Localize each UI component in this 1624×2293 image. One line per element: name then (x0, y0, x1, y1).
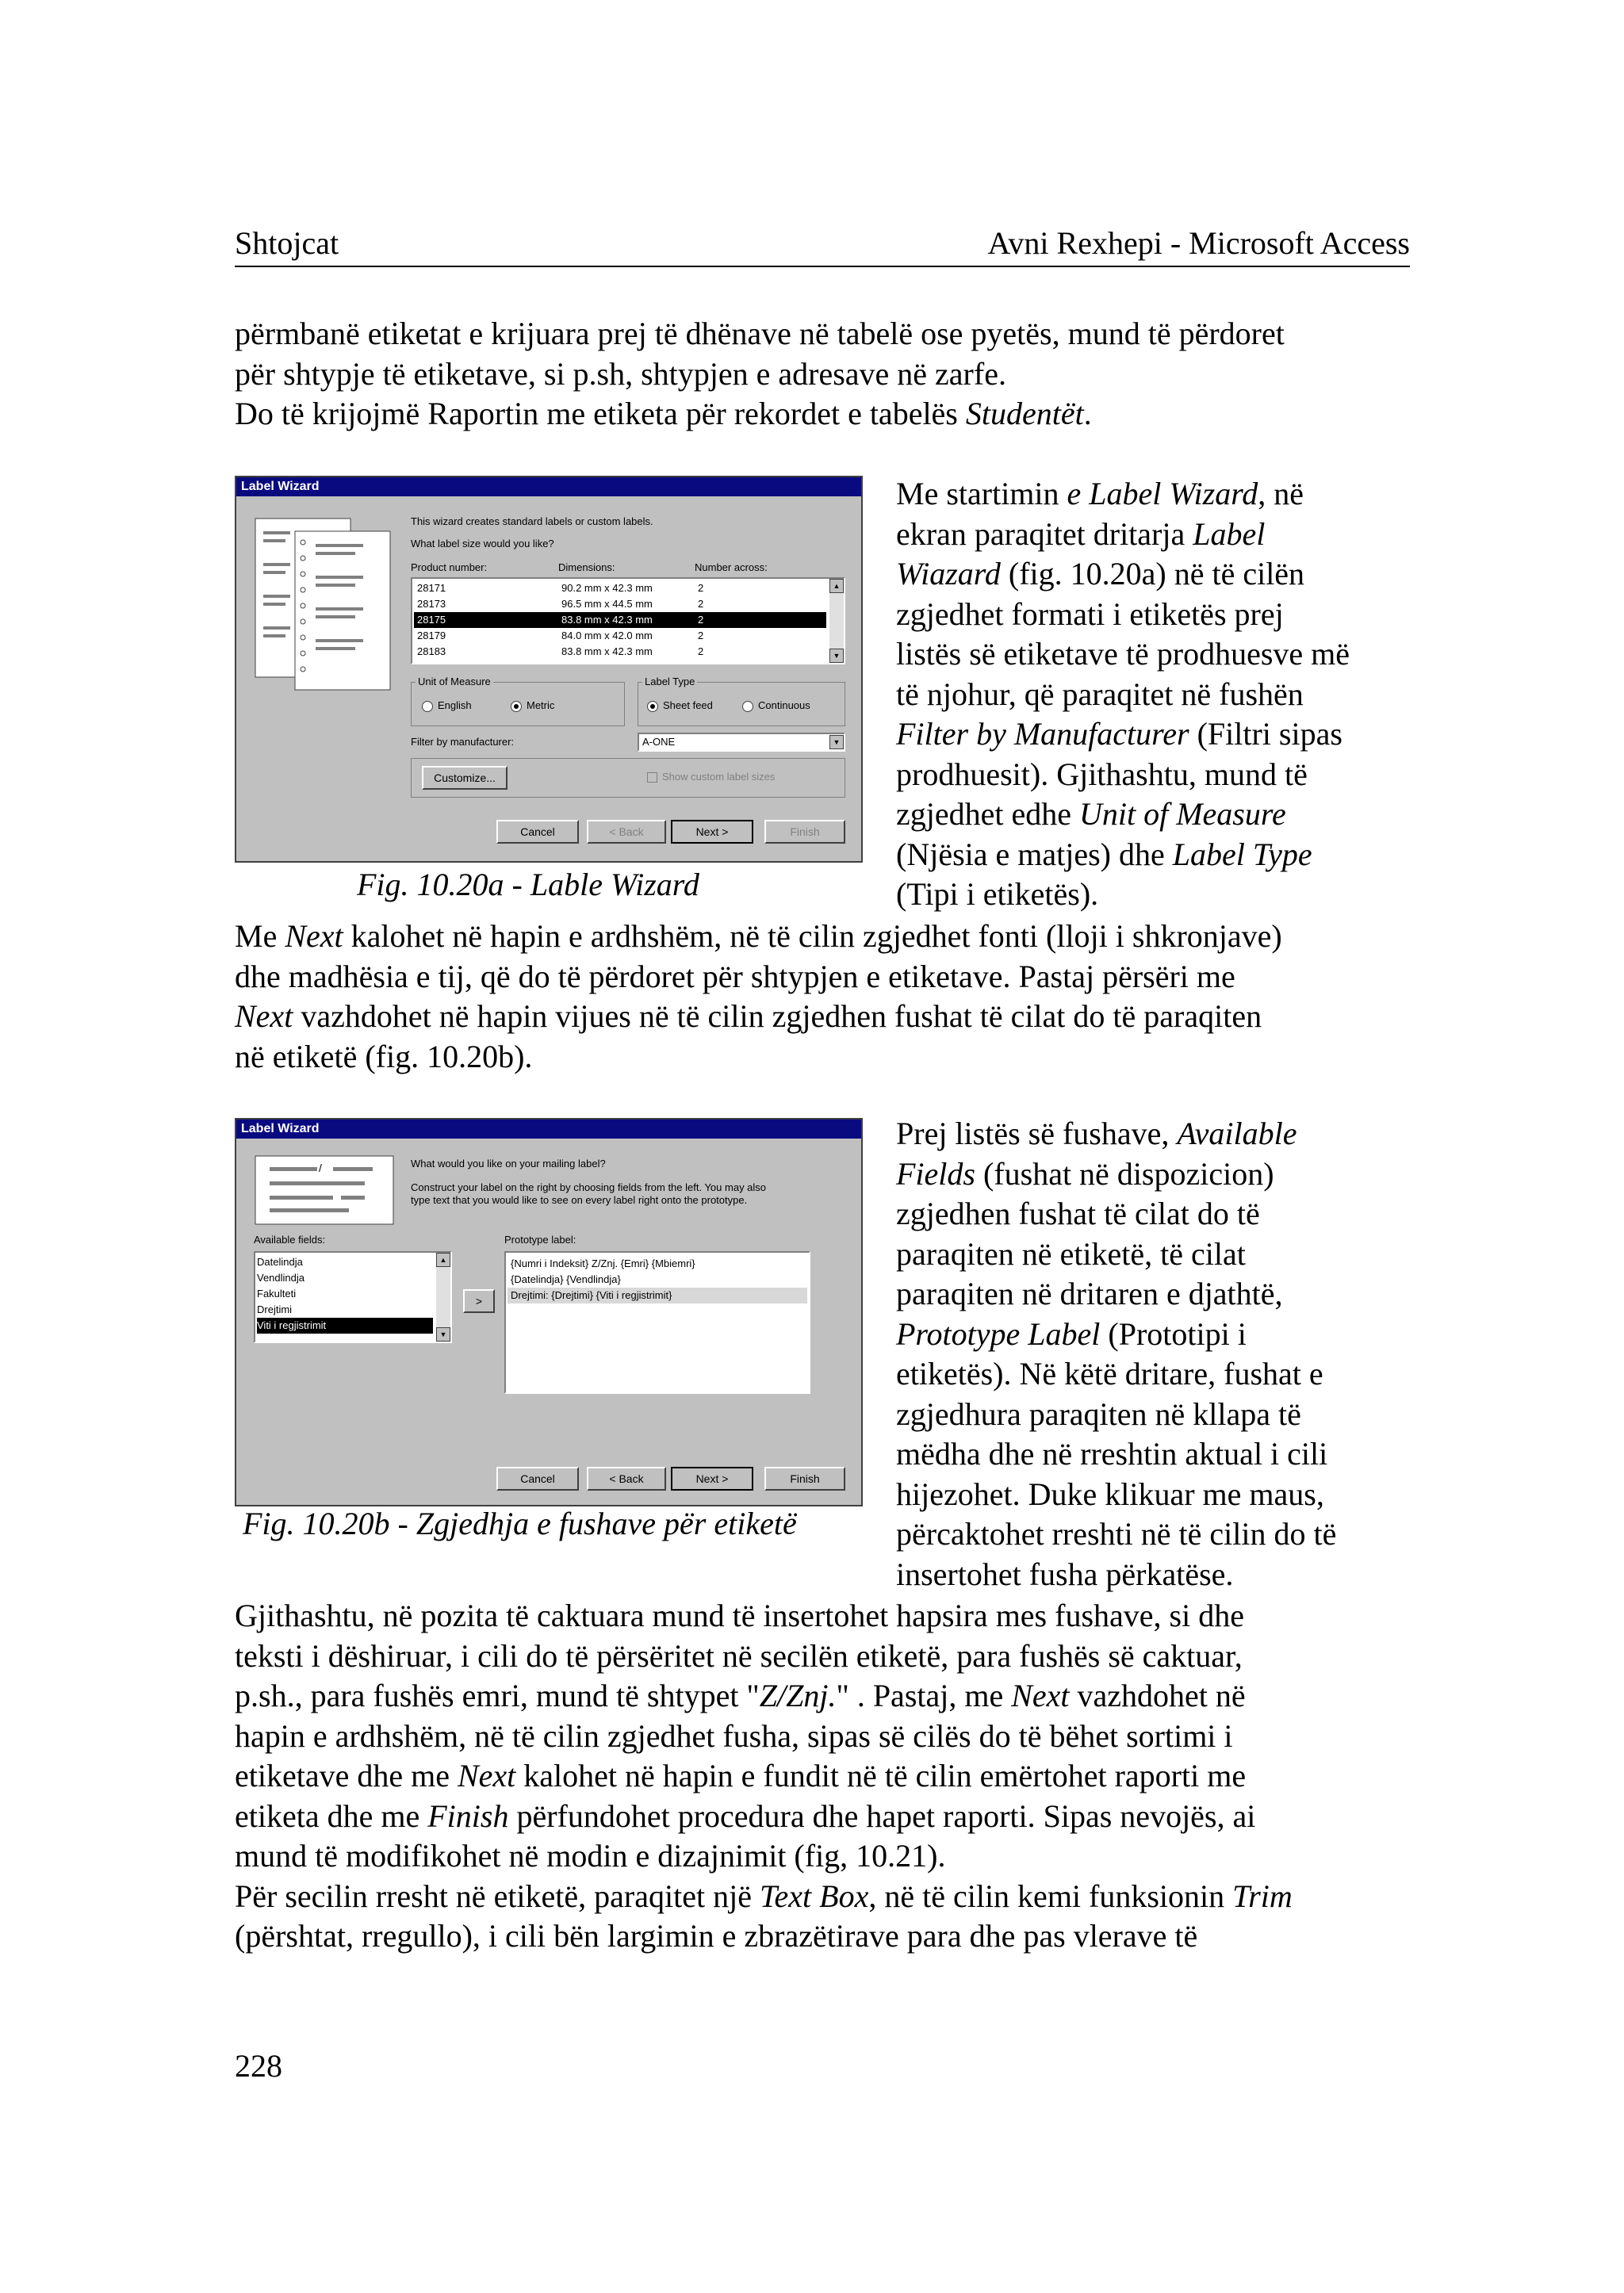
list-item[interactable]: 28179 84.0 mm x 42.0 mm 2 (417, 630, 704, 641)
page-number: 228 (235, 2048, 282, 2084)
customize-button[interactable]: Customize... (422, 766, 508, 790)
label-sheet-illustration (254, 515, 393, 699)
next-button[interactable]: Next > (671, 1467, 753, 1491)
instructions-line-1: Construct your label on the right by choosing fields from the left. You may also (411, 1181, 767, 1193)
radio-off-icon (422, 701, 433, 712)
running-header-right: Avni Rexhepi - Microsoft Access (987, 225, 1410, 261)
finish-button[interactable]: Finish (764, 820, 845, 844)
list-item[interactable]: Vendlindja (257, 1272, 304, 1284)
wizard-intro-2: What label size would you like? (411, 538, 554, 549)
dialog-title: Label Wizard (236, 1120, 861, 1139)
col-header-product: Product number: (411, 561, 488, 573)
radio-on-icon (647, 701, 658, 712)
prototype-label-editor[interactable] (504, 1251, 810, 1394)
list-item[interactable]: 28183 83.8 mm x 42.3 mm 2 (417, 645, 704, 657)
mailing-label-illustration (254, 1154, 396, 1227)
cancel-button[interactable]: Cancel (496, 1467, 579, 1491)
figure-caption-b: Fig. 10.20b - Zgjedhja e fushave për etiketë (243, 1506, 797, 1541)
side-text-a: Me startimin e Label Wizard, në ekran paraqitet dritarja Label Wiazard (fig. 10.20a) në të cilën zgjedhet formati i etiketës prej listës së etiketave të prodhuesve më të njohur, që paraqitet në fushën Filter by Manufacturer (Filtri sipas prodhuesit). Gjithashtu, mund të zgjedhet edhe Unit of Measure (Njësia e matjes) dhe Label Type (Tipi i etiketës). (896, 476, 1350, 912)
cancel-button[interactable]: Cancel (496, 820, 579, 844)
radio-continuous[interactable]: Continuous (742, 699, 810, 712)
list-item-selected[interactable]: 28175 83.8 mm x 42.3 mm 2 (414, 612, 826, 628)
prototype-label-label: Prototype label: (504, 1234, 576, 1246)
wizard-intro-1: This wizard creates standard labels or custom labels. (411, 515, 653, 527)
scroll-up-icon[interactable]: ▲ (436, 1253, 450, 1267)
radio-off-icon (742, 701, 753, 712)
add-field-button[interactable]: > (463, 1289, 495, 1313)
finish-button[interactable]: Finish (764, 1467, 845, 1491)
list-scrollbar[interactable] (436, 1253, 450, 1342)
prototype-line-current[interactable]: Drejtimi: {Drejtimi} {Viti i regjistrimit} (508, 1288, 807, 1303)
radio-english[interactable]: English (422, 699, 472, 712)
col-header-number-across: Number across: (695, 561, 768, 573)
label-wizard-dialog-a (235, 476, 863, 863)
back-button[interactable]: < Back (587, 1467, 666, 1491)
show-custom-checkbox[interactable]: Show custom label sizes (647, 771, 775, 783)
running-header-left: Shtojcat (235, 225, 339, 261)
list-item-selected[interactable]: Viti i regjistrimit (257, 1318, 433, 1334)
intro-paragraph: përmbanë etiketat e krijuara prej të dhënave në tabelë ose pyetës, mund të përdoret për shtypje të etiketave, si p.sh, shtypjen e adresave në zarfe. Do të krijojmë Raportin me etiketa për rekordet e tabelës Studentët. (235, 316, 1285, 431)
list-item[interactable]: 28173 96.5 mm x 44.5 mm 2 (417, 598, 704, 610)
label-type-label: Label Type (642, 676, 697, 687)
scroll-up-icon[interactable]: ▲ (829, 579, 844, 593)
instructions-line-2: type text that you would like to see on every label right onto the prototype. (411, 1194, 748, 1206)
side-text-b: Prej listës së fushave, Available Fields (fushat në dispozicion) zgjedhen fushat të cilat do të paraqiten në etiketë, të cilat paraqiten në dritaren e djathtë, Prototype Label (Prototipi i etiketës). Në këtë dritare, fushat e zgjedhura paraqiten në kllapa të mëdha dhe në rreshtin aktual i cili hijezohet. Duke klikuar me maus, përcaktohet rreshti në të cilin do të insertohet fusha përkatëse. (896, 1116, 1337, 1592)
checkbox-icon (647, 772, 657, 783)
svg-text:/: / (319, 1162, 322, 1174)
list-item[interactable]: Datelindja (257, 1256, 303, 1268)
back-button[interactable]: < Back (587, 820, 666, 844)
available-fields-list[interactable] (254, 1251, 452, 1343)
radio-on-icon (511, 701, 522, 712)
mailing-question: What would you like on your mailing label? (411, 1158, 606, 1169)
chevron-down-icon[interactable]: ▼ (829, 735, 844, 749)
label-wizard-dialog-b (235, 1118, 863, 1506)
radio-sheet-feed[interactable]: Sheet feed (647, 699, 713, 712)
paragraph-2: Me Next kalohet në hapin e ardhshëm, në të cilin zgjedhet fonti (lloji i shkronjave) dhe madhësia e tij, që do të përdoret për shtypjen e etiketave. Pastaj përsëri me Next vazhdohet në hapin vijues në të cilin zgjedhen fushat të cilat do të paraqiten në etiketë (fig. 10.20b). (235, 918, 1282, 1074)
dialog-title: Label Wizard (236, 477, 861, 496)
prototype-line[interactable]: {Datelindja} {Vendlindja} (511, 1273, 621, 1285)
filter-manufacturer-select[interactable]: A-ONE ▼ (638, 733, 845, 752)
list-item[interactable]: Fakulteti (257, 1288, 297, 1300)
radio-metric[interactable]: Metric (511, 699, 554, 712)
unit-of-measure-label: Unit of Measure (416, 676, 493, 687)
scroll-down-icon[interactable]: ▼ (829, 649, 844, 663)
available-fields-label: Available fields: (254, 1234, 326, 1246)
label-size-list[interactable] (411, 577, 845, 664)
paragraph-3: Gjithashtu, në pozita të caktuara mund të insertohet hapsira mes fushave, si dhe teksti i dëshiruar, i cili do të përsëritet në secilën etiketë, para fushës së caktuar, p.sh., para fushës emri, mund të shtypet "Z/Znj." . Pastaj, me Next vazhdohet në hapin e ardhshëm, në të cilin zgjedhet fusha, sipas së cilës do të bëhet sortimi i etiketave dhe me Next kalohet në hapin e fundit në të cilin emërtohet raporti me etiketa dhe me Finish përfundohet procedura dhe hapet raporti. Sipas nevojës, ai mund të modifikohet në modin e dizajnimit (fig, 10.21). Për secilin rresht në etiketë, paraqitet një Text Box, në të cilin kemi funksionin Trim (përshtat, rregullo), i cili bën largimin e zbrazëtirave para dhe pas vlerave të (235, 1598, 1293, 1954)
header-rule (235, 266, 1410, 267)
list-item[interactable]: Drejtimi (257, 1303, 293, 1315)
list-item[interactable]: 28171 90.2 mm x 42.3 mm 2 (417, 582, 704, 594)
scroll-down-icon[interactable]: ▼ (436, 1327, 450, 1342)
prototype-line[interactable]: {Numri i Indeksit} Z/Znj. {Emri} {Mbiemri} (511, 1258, 695, 1269)
col-header-dimensions: Dimensions: (558, 561, 615, 573)
filter-label: Filter by manufacturer: (411, 736, 515, 748)
figure-caption-a: Fig. 10.20a - Lable Wizard (357, 867, 699, 902)
next-button[interactable]: Next > (671, 820, 753, 844)
list-scrollbar[interactable] (829, 579, 844, 663)
